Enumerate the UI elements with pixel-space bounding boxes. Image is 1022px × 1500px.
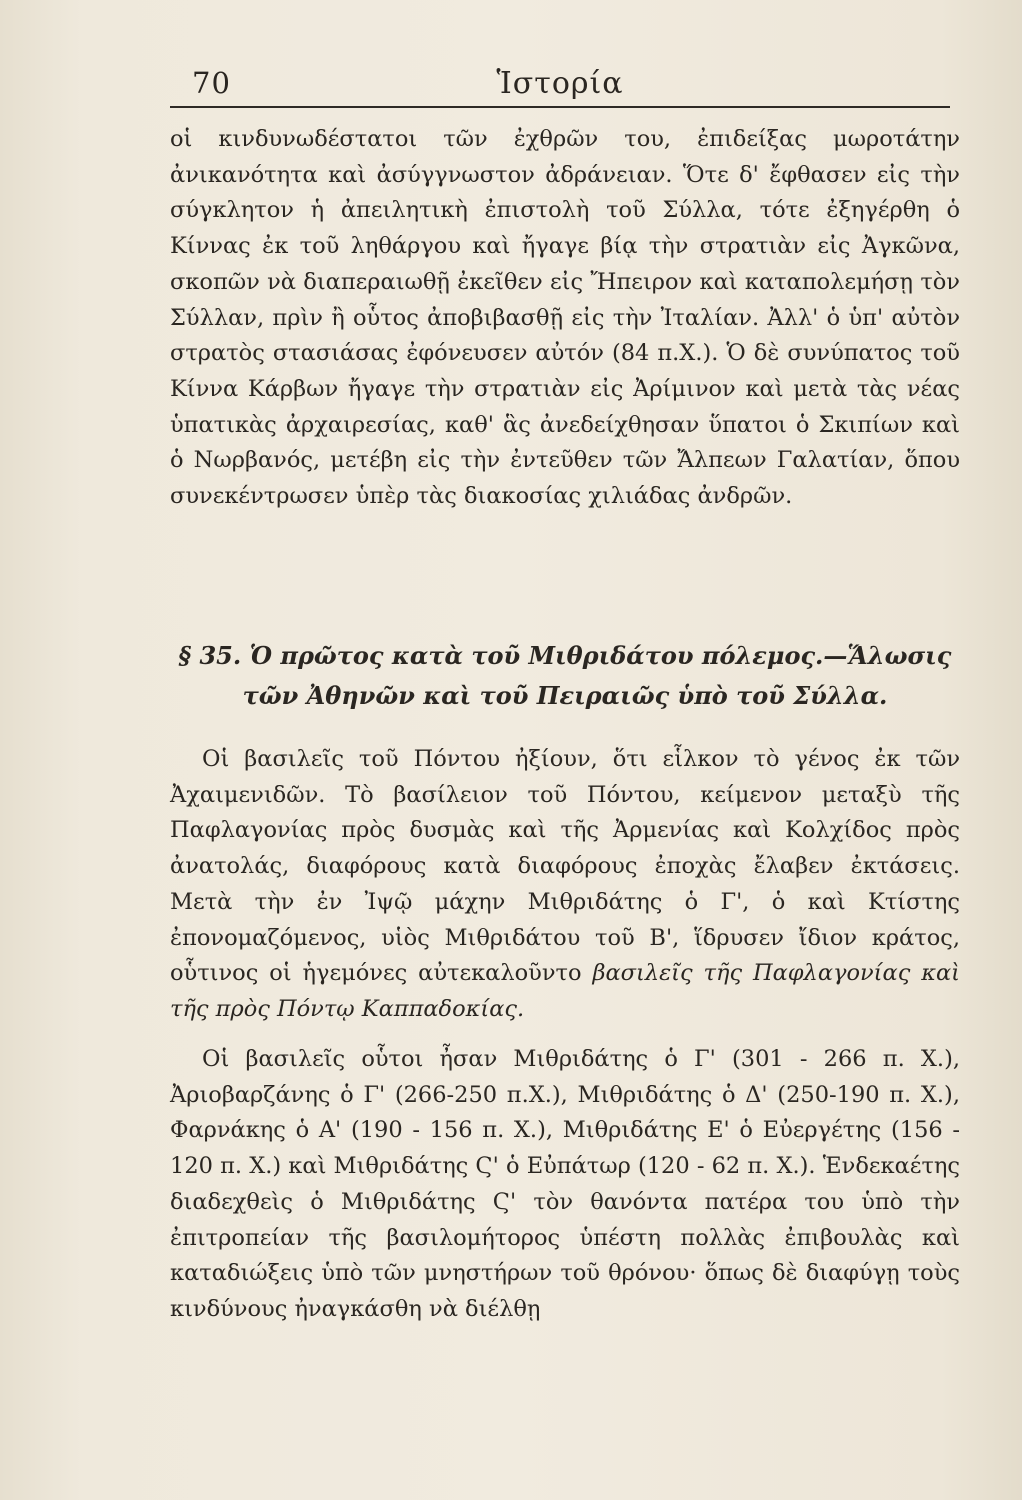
paragraph-kings-list: Οἱ βασιλεῖς οὗτοι ἦσαν Μιθριδάτης ὁ Γ' (301 - 266 π. Χ.), Ἀριοβαρζάνης ὁ Γ' (266-250 π.Χ.), Μιθριδάτης ὁ Δ' (250-190 π. Χ.), Φαρνάκης ὁ Α' (190 - 156 π. Χ.), Μιθριδάτης Ε' ὁ Εὐεργέτης (156 - 120 π. Χ.) καὶ Μιθριδάτης Ϛ' ὁ Εὐπάτωρ (120 - 62 π. Χ.). Ἑνδεκαέτης διαδεχθεὶς ὁ Μιθριδάτης Ϛ' τὸν θανόντα πατέρα του ὑπὸ τὴν ἐπιτροπείαν τῆς βασιλομήτορος ὑπέστη πολλὰς ἐπιβουλὰς καὶ καταδιώξεις ὑπὸ τῶν μνηστήρων τοῦ θρόνου· ὅπως δὲ διαφύγῃ τοὺς κινδύνους ἠναγκάσθη νὰ διέλθῃ <box>170 1046 960 1322</box>
section-heading-line1: § 35. Ὁ πρῶτος κατὰ τοῦ Μιθριδάτου πόλεμος.—Ἅλωσις <box>178 641 952 670</box>
paragraph-continued: οἱ κινδυνωδέστατοι τῶν ἐχθρῶν του, ἐπιδείξας μωροτάτην ἀνικανότητα καὶ ἀσύγγνωστον ἀδράνειαν. Ὅτε δ' ἔφθασεν εἰς τὴν σύγκλητον ἡ ἀπειλητικὴ ἐπιστολὴ τοῦ Σύλλα, τότε ἐξηγέρθη ὁ Κίννας ἐκ τοῦ ληθάργου καὶ ἤγαγε βίᾳ τὴν στρατιὰν εἰς Ἀγκῶνα, σκοπῶν νὰ διαπεραιωθῇ ἐκεῖθεν εἰς Ἤπειρον καὶ καταπολεμήσῃ τὸν Σύλλαν, πρὶν ἢ οὗτος ἀποβιβασθῇ εἰς τὴν Ἰταλίαν. Ἀλλ' ὁ ὑπ' αὐτὸν στρατὸς στασιάσας ἐφόνευσεν αὐτόν (84 π.Χ.). Ὁ δὲ συνύπατος τοῦ Κίννα Κάρβων ἤγαγε τὴν στρατιὰν εἰς Ἀρίμινον καὶ μετὰ τὰς νέας ὑπατικὰς ἀρχαιρεσίας, καθ' ἃς ἀνεδείχθησαν ὕπατοι ὁ Σκιπίων καὶ ὁ Νωρβανός, μετέβη εἰς τὴν ἐντεῦθεν τῶν Ἄλπεων Γαλατίαν, ὅπου συνεκέντρωσεν ὑπὲρ τὰς διακοσίας χιλιάδας ἀνδρῶν. <box>170 126 960 510</box>
page-header <box>170 62 950 110</box>
paragraph-pontus-kingdom <box>170 742 960 1028</box>
header-rule <box>170 106 950 108</box>
section-heading <box>170 636 960 716</box>
page-number: 70 <box>192 66 231 100</box>
running-title: Ἱστορία <box>496 66 624 101</box>
paragraph-pontus-text: Οἱ βασιλεῖς τοῦ Πόντου ἠξίουν, ὅτι εἷλκον τὸ γένος ἐκ τῶν Ἀχαιμενιδῶν. Τὸ βασίλειον τοῦ Πόντου, κείμενον μεταξὺ τῆς Παφλαγονίας πρὸς δυσμὰς καὶ τῆς Ἀρμενίας καὶ Κολχίδος πρὸς ἀνατολάς, διαφόρους κατὰ διαφόρους ἐποχὰς ἔλαβεν ἐκτάσεις. Μετὰ τὴν ἐν Ἰψῷ μάχην Μιθριδάτης ὁ Γ', ὁ καὶ Κτίστης ἐπονομαζόμενος, υἱὸς Μιθριδάτου τοῦ Β', ἵδρυσεν ἴδιον κράτος, οὗτινος οἱ ἡγεμόνες αὐτεκαλοῦντο <box>170 746 960 987</box>
section-heading-line2: τῶν Ἀθηνῶν καὶ τοῦ Πειραιῶς ὑπὸ τοῦ Σύλλα. <box>242 681 888 710</box>
paragraph-pontus-italic: βασιλεῖς τῆς Παφλαγονίας καὶ τῆς πρὸς Πόντῳ Καππαδοκίας. <box>170 960 960 1022</box>
